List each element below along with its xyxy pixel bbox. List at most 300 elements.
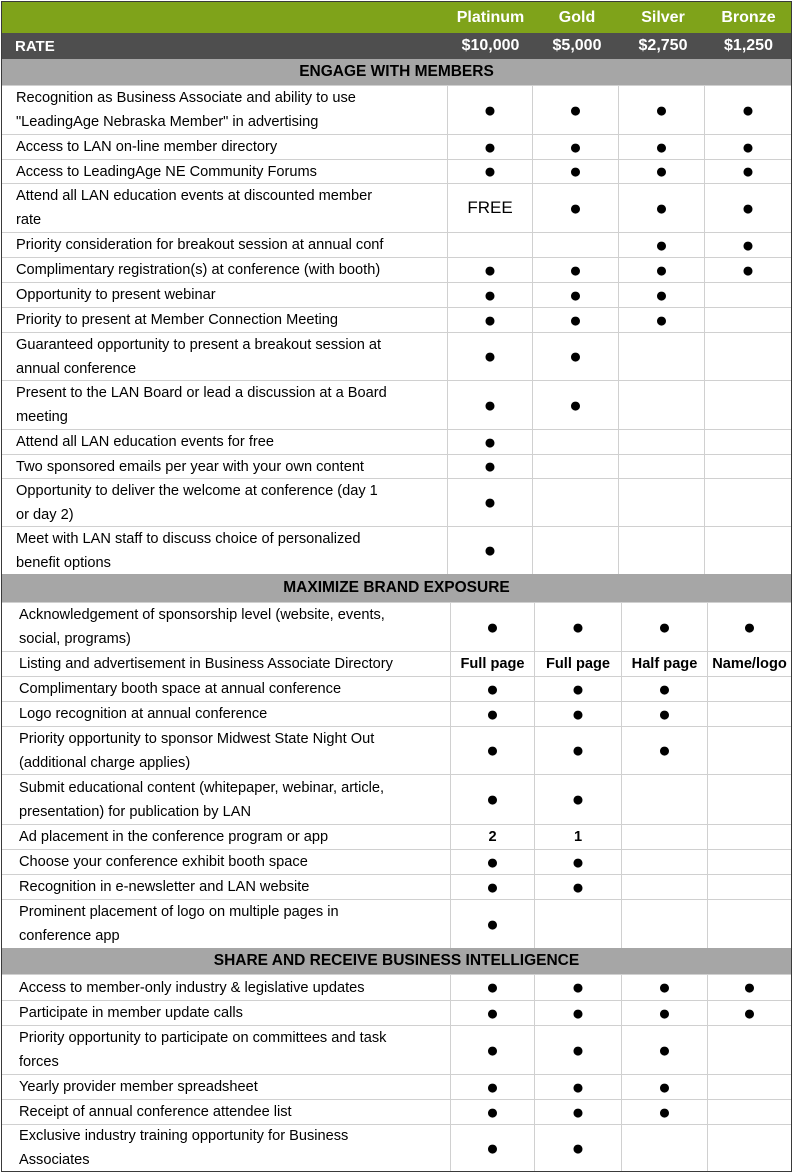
benefit-label <box>2 975 450 1000</box>
benefit-label <box>2 1075 450 1099</box>
benefit-text-line: Attend all LAN education events at discounted member <box>16 188 373 204</box>
table-row <box>2 478 791 526</box>
tier-cell-silver <box>618 135 704 159</box>
tier-cell-gold <box>534 775 621 824</box>
benefit-label <box>2 160 447 183</box>
table-row <box>2 1000 791 1025</box>
tier-cell-silver <box>618 308 704 332</box>
included-dot-icon: ● <box>741 258 755 282</box>
tier-cell-platinum <box>450 875 534 899</box>
tier-cell-bronze <box>707 1001 791 1025</box>
included-dot-icon: ● <box>741 98 755 122</box>
tier-cell-bronze <box>704 455 791 478</box>
benefit-text-line: Access to member-only industry & legislative updates <box>19 979 365 996</box>
tier-cell-bronze <box>704 258 791 282</box>
included-dot-icon: ● <box>743 976 756 999</box>
tier-cell-platinum <box>447 233 532 257</box>
table-row <box>2 282 791 307</box>
tier-silver: Silver <box>641 8 685 26</box>
tier-cell-silver <box>618 527 704 574</box>
tier-cell-platinum <box>450 1075 534 1099</box>
tier-cell-silver <box>621 652 707 676</box>
tier-cell-bronze <box>707 900 791 948</box>
tier-cell-platinum <box>447 258 532 282</box>
included-dot-icon: ● <box>571 677 585 701</box>
included-dot-icon: ● <box>571 615 585 639</box>
tier-bronze: Bronze <box>721 8 776 26</box>
rate-gold: $5,000 <box>552 37 602 54</box>
tier-cell-gold <box>534 1001 621 1025</box>
table-row <box>2 85 791 134</box>
tier-cell-silver <box>621 900 707 948</box>
table-row <box>2 824 791 849</box>
tier-cell-gold <box>534 850 621 874</box>
included-dot-icon: ● <box>571 1001 585 1025</box>
tier-cell-gold <box>534 975 621 1000</box>
tier-cell-silver <box>618 381 704 429</box>
included-dot-icon: ● <box>486 1100 499 1124</box>
tier-cell-bronze <box>704 160 791 183</box>
tier-cell-bronze <box>704 333 791 380</box>
table-row <box>2 602 791 651</box>
included-dot-icon: ● <box>655 308 668 332</box>
table-row <box>2 332 791 380</box>
tier-cell-silver <box>621 702 707 726</box>
tier-cell-platinum <box>447 430 532 454</box>
included-dot-icon: ● <box>569 283 582 307</box>
table-row <box>2 526 791 574</box>
tier-cell-gold <box>532 527 618 574</box>
benefit-text-line: Choose your conference exhibit booth space <box>19 854 308 870</box>
tier-cell-gold <box>532 258 618 282</box>
tier-cell-platinum <box>450 775 534 824</box>
table-row <box>2 232 791 257</box>
benefit-text-line: Meet with LAN staff to discuss choice of personalized <box>16 530 361 547</box>
included-dot-icon: ● <box>571 1100 585 1124</box>
benefit-text-line: Associates <box>19 1152 90 1168</box>
included-dot-icon: ● <box>655 160 668 183</box>
benefit-label <box>2 430 447 454</box>
tier-cell-silver <box>621 1001 707 1025</box>
tier-cell-platinum <box>450 1100 534 1124</box>
included-dot-icon: ● <box>571 739 585 762</box>
tier-cell-silver <box>618 479 704 526</box>
section-title: SHARE AND RECEIVE BUSINESS INTELLIGENCE <box>213 952 580 969</box>
included-dot-icon: ● <box>569 196 582 220</box>
tier-cell-silver <box>621 1100 707 1124</box>
table-row <box>2 380 791 429</box>
included-dot-icon: ● <box>483 308 497 332</box>
tier-cell-gold <box>532 283 618 307</box>
tier-cell-bronze <box>707 603 791 651</box>
benefit-text-line: social, programs) <box>19 631 131 647</box>
benefit-label <box>2 455 447 478</box>
included-dot-icon: ● <box>569 98 582 122</box>
benefit-text-line: Priority to present at Member Connection Meeting <box>16 312 339 328</box>
benefit-text-line: presentation) for publication by LAN <box>19 803 252 820</box>
included-dot-icon: ● <box>486 702 499 726</box>
included-dot-icon: ● <box>569 135 582 159</box>
included-dot-icon: ● <box>483 345 497 368</box>
table-row <box>2 454 791 478</box>
included-dot-icon: ● <box>569 160 582 183</box>
tier-platinum: Platinum <box>456 8 525 26</box>
tier-cell-gold <box>532 233 618 257</box>
benefit-text-line: rate <box>16 212 42 228</box>
tier-cell-platinum <box>447 86 532 134</box>
section-title: MAXIMIZE BRAND EXPOSURE <box>283 579 510 596</box>
tier-cell-bronze <box>704 430 791 454</box>
tier-cell-gold <box>532 381 618 429</box>
tier-cell-silver <box>621 727 707 774</box>
tier-cell-gold <box>532 135 618 159</box>
included-dot-icon: ● <box>483 491 497 514</box>
benefit-text-line: conference app <box>19 928 120 944</box>
tier-cell-bronze <box>707 677 791 701</box>
tier-cell-silver <box>618 455 704 478</box>
included-dot-icon: ● <box>486 1075 499 1099</box>
tier-cell-silver <box>618 258 704 282</box>
benefit-label <box>2 677 450 701</box>
tier-cell-gold <box>534 727 621 774</box>
tier-cell-platinum <box>447 455 532 478</box>
benefit-text-line: Opportunity to deliver the welcome at conference (day 1 <box>16 482 378 499</box>
included-dot-icon: ● <box>486 976 499 999</box>
rate-platinum: $10,000 <box>461 37 520 54</box>
included-dot-icon: ● <box>486 875 499 899</box>
included-dot-icon: ● <box>571 1075 585 1099</box>
included-dot-icon: ● <box>486 615 499 639</box>
rate-row <box>2 33 791 59</box>
tier-cell-gold <box>534 1075 621 1099</box>
rate-silver: $2,750 <box>638 37 688 54</box>
benefit-text-line: Guaranteed opportunity to present a breakout session at <box>16 336 382 353</box>
included-dot-icon: ● <box>569 393 582 417</box>
benefit-label <box>2 603 450 651</box>
benefit-text-line: Participate in member update calls <box>19 1005 243 1021</box>
benefit-label <box>2 333 447 380</box>
benefit-label <box>2 1001 450 1025</box>
tier-cell-bronze <box>707 727 791 774</box>
benefit-value: Name/logo <box>712 656 787 672</box>
tier-cell-silver <box>618 333 704 380</box>
tier-cell-bronze <box>707 1075 791 1099</box>
tier-cell-platinum <box>450 727 534 774</box>
tier-cell-platinum <box>447 308 532 332</box>
included-dot-icon: ● <box>655 258 668 282</box>
table-row <box>2 134 791 159</box>
benefit-label <box>2 1125 450 1171</box>
included-dot-icon: ● <box>658 677 671 701</box>
benefit-text-line: Recognition as Business Associate and ability to use <box>16 90 356 106</box>
benefit-text-line: forces <box>19 1054 59 1070</box>
section-header <box>2 59 791 85</box>
tier-cell-silver <box>618 430 704 454</box>
tier-cell-bronze <box>707 702 791 726</box>
included-dot-icon: ● <box>483 283 497 307</box>
benefit-text-line: Logo recognition at annual conference <box>19 706 268 722</box>
tier-cell-bronze <box>707 775 791 824</box>
tier-cell-silver <box>621 975 707 1000</box>
included-dot-icon: ● <box>571 976 585 999</box>
tier-cell-platinum <box>450 825 534 849</box>
table-row <box>2 1124 791 1171</box>
included-dot-icon: ● <box>483 539 497 562</box>
tier-cell-silver <box>621 1125 707 1171</box>
included-dot-icon: ● <box>743 615 756 639</box>
tier-cell-platinum <box>447 184 532 232</box>
benefit-label <box>2 308 447 332</box>
benefit-text-line: benefit options <box>16 554 111 571</box>
benefit-label <box>2 727 450 774</box>
tier-cell-gold <box>534 1100 621 1124</box>
tier-cell-bronze <box>704 86 791 134</box>
benefit-value: 2 <box>488 829 497 845</box>
included-dot-icon: ● <box>571 1038 585 1062</box>
tier-cell-silver <box>618 86 704 134</box>
tier-cell-bronze <box>707 1125 791 1171</box>
benefit-label <box>2 652 450 676</box>
tier-cell-platinum <box>450 1125 534 1171</box>
tier-cell-silver <box>621 603 707 651</box>
included-dot-icon: ● <box>483 430 497 454</box>
benefit-label <box>2 900 450 948</box>
tier-cell-silver <box>618 160 704 183</box>
tier-cell-silver <box>621 875 707 899</box>
benefit-text-line: Submit educational content (whitepaper, webinar, article, <box>19 779 385 796</box>
tier-cell-platinum <box>447 283 532 307</box>
included-dot-icon: ● <box>486 1136 499 1160</box>
tier-cell-gold <box>532 160 618 183</box>
included-dot-icon: ● <box>658 1001 671 1025</box>
tier-cell-gold <box>534 652 621 676</box>
tier-cell-gold <box>532 333 618 380</box>
tier-cell-gold <box>534 1125 621 1171</box>
rate-label: RATE <box>15 37 55 55</box>
included-dot-icon: ● <box>655 283 668 307</box>
included-dot-icon: ● <box>658 615 671 639</box>
included-dot-icon: ● <box>483 98 497 122</box>
benefit-label <box>2 702 450 726</box>
benefit-text-line: Complimentary registration(s) at conference (with booth) <box>16 262 381 278</box>
included-dot-icon: ● <box>486 739 499 762</box>
benefit-value: Full page <box>460 656 525 672</box>
benefit-text-line: Receipt of annual conference attendee list <box>19 1104 292 1120</box>
benefit-text-line: annual conference <box>16 360 137 377</box>
tier-cell-bronze <box>707 1100 791 1124</box>
tier-cell-gold <box>534 875 621 899</box>
benefit-label <box>2 479 447 526</box>
section-title: ENGAGE WITH MEMBERS <box>299 63 494 80</box>
rate-bronze: $1,250 <box>724 37 773 54</box>
tier-cell-bronze <box>704 135 791 159</box>
tier-cell-silver <box>621 677 707 701</box>
table-row <box>2 874 791 899</box>
tier-cell-gold <box>532 86 618 134</box>
tier-cell-platinum <box>450 850 534 874</box>
tier-cell-silver <box>621 1075 707 1099</box>
included-dot-icon: ● <box>658 739 671 762</box>
section-header <box>2 574 791 602</box>
table-row <box>2 183 791 232</box>
table-row <box>2 701 791 726</box>
included-dot-icon: ● <box>571 1136 585 1160</box>
included-dot-icon: ● <box>486 788 499 811</box>
benefit-value: 1 <box>573 829 583 845</box>
tier-cell-platinum <box>447 381 532 429</box>
tier-cell-bronze <box>704 283 791 307</box>
tier-cell-bronze <box>704 527 791 574</box>
tier-cell-bronze <box>704 233 791 257</box>
included-dot-icon: ● <box>483 455 497 478</box>
included-dot-icon: ● <box>658 976 671 999</box>
table-row <box>2 1099 791 1124</box>
benefit-text-line: or day 2) <box>16 506 74 523</box>
benefit-text-line: Attend all LAN education events for free <box>16 434 274 450</box>
included-dot-icon: ● <box>571 702 585 726</box>
tier-cell-gold <box>532 430 618 454</box>
benefit-text-line: Acknowledgement of sponsorship level (website, events, <box>19 607 385 623</box>
tier-cell-platinum <box>447 527 532 574</box>
benefit-label <box>2 1026 450 1074</box>
benefit-label <box>2 775 450 824</box>
tier-cell-bronze <box>704 479 791 526</box>
tier-cell-silver <box>618 233 704 257</box>
benefit-text-line: Priority opportunity to participate on committees and task <box>19 1030 387 1046</box>
tier-cell-platinum <box>450 1001 534 1025</box>
benefit-label <box>2 527 447 574</box>
benefit-text-line: Prominent placement of logo on multiple pages in <box>19 904 339 920</box>
table-row <box>2 774 791 824</box>
tier-cell-gold <box>532 308 618 332</box>
tier-cell-gold <box>532 184 618 232</box>
included-dot-icon: ● <box>655 196 668 220</box>
included-dot-icon: ● <box>483 160 497 183</box>
table-row <box>2 429 791 454</box>
benefit-label <box>2 1100 450 1124</box>
tier-cell-gold <box>534 603 621 651</box>
included-dot-icon: ● <box>571 788 585 811</box>
tier-cell-gold <box>534 702 621 726</box>
table-row <box>2 159 791 183</box>
included-dot-icon: ● <box>571 850 585 874</box>
included-dot-icon: ● <box>483 393 497 417</box>
tier-cell-platinum <box>447 160 532 183</box>
included-dot-icon: ● <box>486 1001 499 1025</box>
included-dot-icon: ● <box>486 912 499 936</box>
benefit-label <box>2 135 447 159</box>
tier-cell-silver <box>618 283 704 307</box>
tier-cell-gold <box>534 1026 621 1074</box>
benefit-text-line: Opportunity to present webinar <box>16 287 216 303</box>
table-row <box>2 257 791 282</box>
table-row <box>2 307 791 332</box>
included-dot-icon: ● <box>571 875 585 899</box>
benefit-text-line: Access to LeadingAge NE Community Forums <box>16 163 317 180</box>
benefit-text-line: Complimentary booth space at annual conference <box>19 681 342 697</box>
included-dot-icon: ● <box>655 233 668 257</box>
benefit-label <box>2 381 447 429</box>
benefit-text-line: Recognition in e-newsletter and LAN website <box>19 879 310 895</box>
included-dot-icon: ● <box>486 1038 499 1062</box>
tier-cell-gold <box>532 455 618 478</box>
tier-cell-gold <box>534 825 621 849</box>
benefit-text-line: (additional charge applies) <box>19 754 191 771</box>
benefit-text-line: meeting <box>16 409 68 425</box>
table-row <box>2 726 791 774</box>
included-dot-icon: ● <box>483 258 497 282</box>
tier-cell-platinum <box>450 1026 534 1074</box>
tier-cell-platinum <box>450 900 534 948</box>
benefit-text-line: Two sponsored emails per year with your own content <box>16 458 364 475</box>
benefit-text-line: Ad placement in the conference program or app <box>19 829 329 845</box>
table-row <box>2 899 791 948</box>
tier-cell-bronze <box>704 184 791 232</box>
tier-cell-platinum <box>450 677 534 701</box>
tier-cell-platinum <box>447 479 532 526</box>
benefit-value: Half page <box>631 656 698 672</box>
benefit-label <box>2 184 447 232</box>
tier-cell-silver <box>621 825 707 849</box>
tier-cell-silver <box>621 850 707 874</box>
tier-cell-bronze <box>707 825 791 849</box>
included-dot-icon: ● <box>741 135 755 159</box>
benefit-label <box>2 258 447 282</box>
tier-cell-platinum <box>450 652 534 676</box>
included-dot-icon: ● <box>569 258 582 282</box>
benefit-text-line: Priority opportunity to sponsor Midwest State Night Out <box>19 730 375 747</box>
benefit-label <box>2 233 447 257</box>
tier-cell-silver <box>621 1026 707 1074</box>
tier-header-row <box>2 2 791 33</box>
tier-cell-bronze <box>704 381 791 429</box>
included-dot-icon: ● <box>658 702 671 726</box>
tier-cell-gold <box>534 677 621 701</box>
included-dot-icon: ● <box>658 1038 671 1062</box>
tier-cell-bronze <box>704 308 791 332</box>
included-dot-icon: ● <box>655 98 668 122</box>
included-dot-icon: ● <box>483 135 497 159</box>
benefit-label <box>2 86 447 134</box>
table-row <box>2 974 791 1000</box>
benefit-label <box>2 283 447 307</box>
table-row <box>2 676 791 701</box>
included-dot-icon: ● <box>486 677 499 701</box>
tier-cell-platinum <box>450 702 534 726</box>
included-dot-icon: ● <box>569 345 582 368</box>
benefits-table <box>1 1 792 1172</box>
tier-cell-bronze <box>707 850 791 874</box>
section-header <box>2 948 791 974</box>
benefit-text-line: Access to LAN on-line member directory <box>16 139 278 155</box>
included-dot-icon: ● <box>658 1075 671 1099</box>
tier-gold: Gold <box>558 8 596 26</box>
benefit-text-line: Yearly provider member spreadsheet <box>19 1079 258 1095</box>
included-dot-icon: ● <box>741 233 755 257</box>
tier-cell-silver <box>621 775 707 824</box>
tier-cell-platinum <box>450 975 534 1000</box>
tier-cell-platinum <box>447 333 532 380</box>
tier-cell-platinum <box>450 603 534 651</box>
included-dot-icon: ● <box>486 850 499 874</box>
tier-cell-bronze <box>707 1026 791 1074</box>
included-dot-icon: ● <box>743 1001 756 1025</box>
included-dot-icon: ● <box>741 160 755 183</box>
benefit-text-line: Present to the LAN Board or lead a discussion at a Board <box>16 385 387 401</box>
included-dot-icon: ● <box>655 135 668 159</box>
included-dot-icon: ● <box>741 196 755 220</box>
tier-cell-gold <box>532 479 618 526</box>
